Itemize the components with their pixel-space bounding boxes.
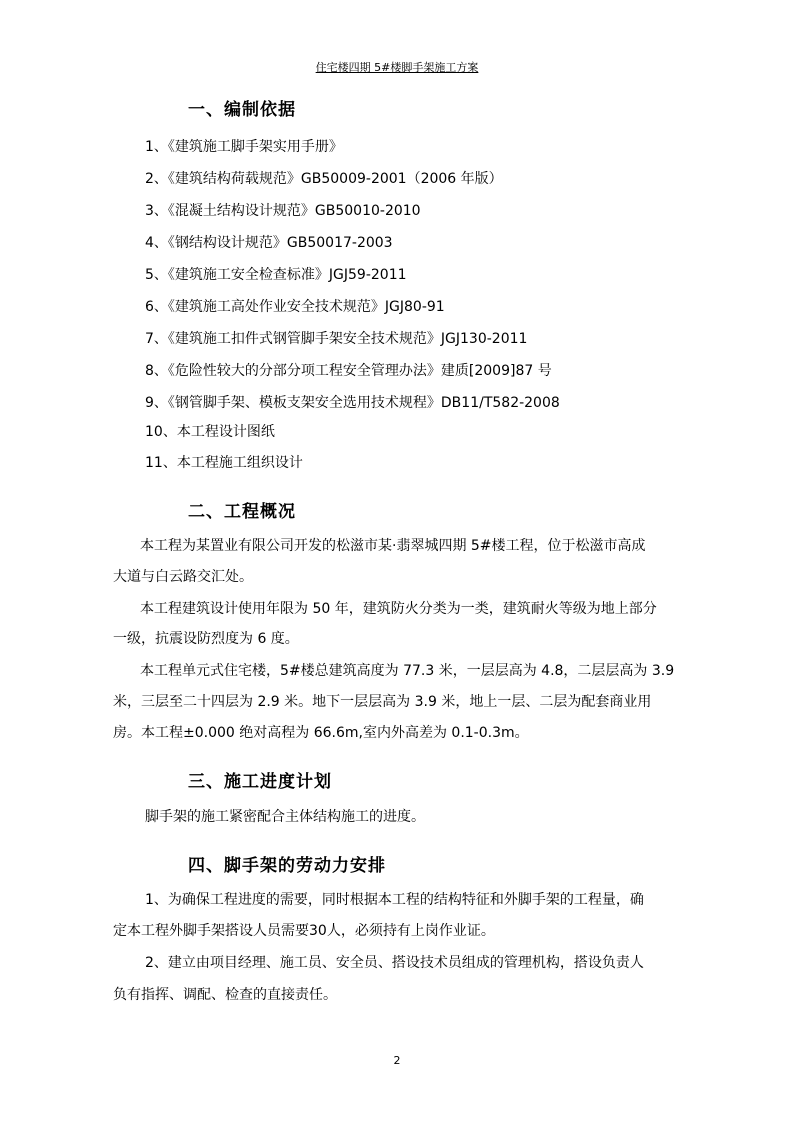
labor-line: 定本工程外脚手架搭设人员需要30人，必须持有上岗作业证。 (113, 923, 495, 939)
page-header (0, 59, 794, 75)
overview-line: 本工程为某置业有限公司开发的松滋市某·翡翠城四期 5#楼工程，位于松滋市高成 (140, 538, 646, 554)
overview-line: 本工程单元式住宅楼，5#楼总建筑高度为 77.3 米，一层层高为 4.8，二层层高为 3.9 (140, 663, 675, 679)
basis-item: 10、本工程设计图纸 (145, 424, 275, 440)
labor-line: 2、建立由项目经理、施工员、安全员、搭设技术员组成的管理机构，搭设负责人 (145, 955, 644, 971)
section-title-labor: 四、脚手架的劳动力安排 (188, 856, 386, 876)
basis-item: 4、《钢结构设计规范》GB50017-2003 (145, 235, 393, 251)
basis-item: 1、《建筑施工脚手架实用手册》 (145, 139, 343, 155)
basis-item: 6、《建筑施工高处作业安全技术规范》JGJ80-91 (145, 299, 445, 315)
page-number: 2 (393, 1054, 401, 1067)
basis-item: 5、《建筑施工安全检查标准》JGJ59-2011 (145, 267, 407, 283)
basis-item: 11、本工程施工组织设计 (145, 455, 303, 471)
basis-item: 2、《建筑结构荷载规范》GB50009-2001（2006 年版） (145, 171, 503, 187)
overview-line: 米，三层至二十四层为 2.9 米。地下一层层高为 3.9 米，地上一层、二层为配套商业用 (113, 694, 652, 710)
section-title-basis: 一、编制依据 (188, 100, 296, 120)
header-text: 住宅楼四期 5#楼脚手架施工方案 (315, 61, 479, 74)
basis-item: 3、《混凝土结构设计规范》GB50010-2010 (145, 203, 421, 219)
overview-line: 房。本工程±0.000 绝对高程为 66.6m,室内外高差为 0.1-0.3m。 (113, 725, 529, 741)
overview-line: 本工程建筑设计使用年限为 50 年，建筑防火分类为一类，建筑耐火等级为地上部分 (140, 601, 657, 617)
basis-item: 7、《建筑施工扣件式钢管脚手架安全技术规范》JGJ130-2011 (145, 331, 528, 347)
schedule-line: 脚手架的施工紧密配合主体结构施工的进度。 (145, 809, 425, 825)
basis-item: 8、《危险性较大的分部分项工程安全管理办法》建质[2009]87 号 (145, 363, 552, 379)
section-title-overview: 二、工程概况 (188, 502, 296, 522)
section-title-schedule: 三、施工进度计划 (188, 772, 332, 792)
labor-line: 1、为确保工程进度的需要，同时根据本工程的结构特征和外脚手架的工程量，确 (145, 892, 644, 908)
overview-line: 一级，抗震设防烈度为 6 度。 (113, 631, 299, 647)
basis-item: 9、《钢管脚手架、模板支架安全选用技术规程》DB11/T582-2008 (145, 395, 560, 411)
labor-line: 负有指挥、调配、检查的直接责任。 (113, 987, 337, 1003)
overview-line: 大道与白云路交汇处。 (113, 569, 253, 585)
